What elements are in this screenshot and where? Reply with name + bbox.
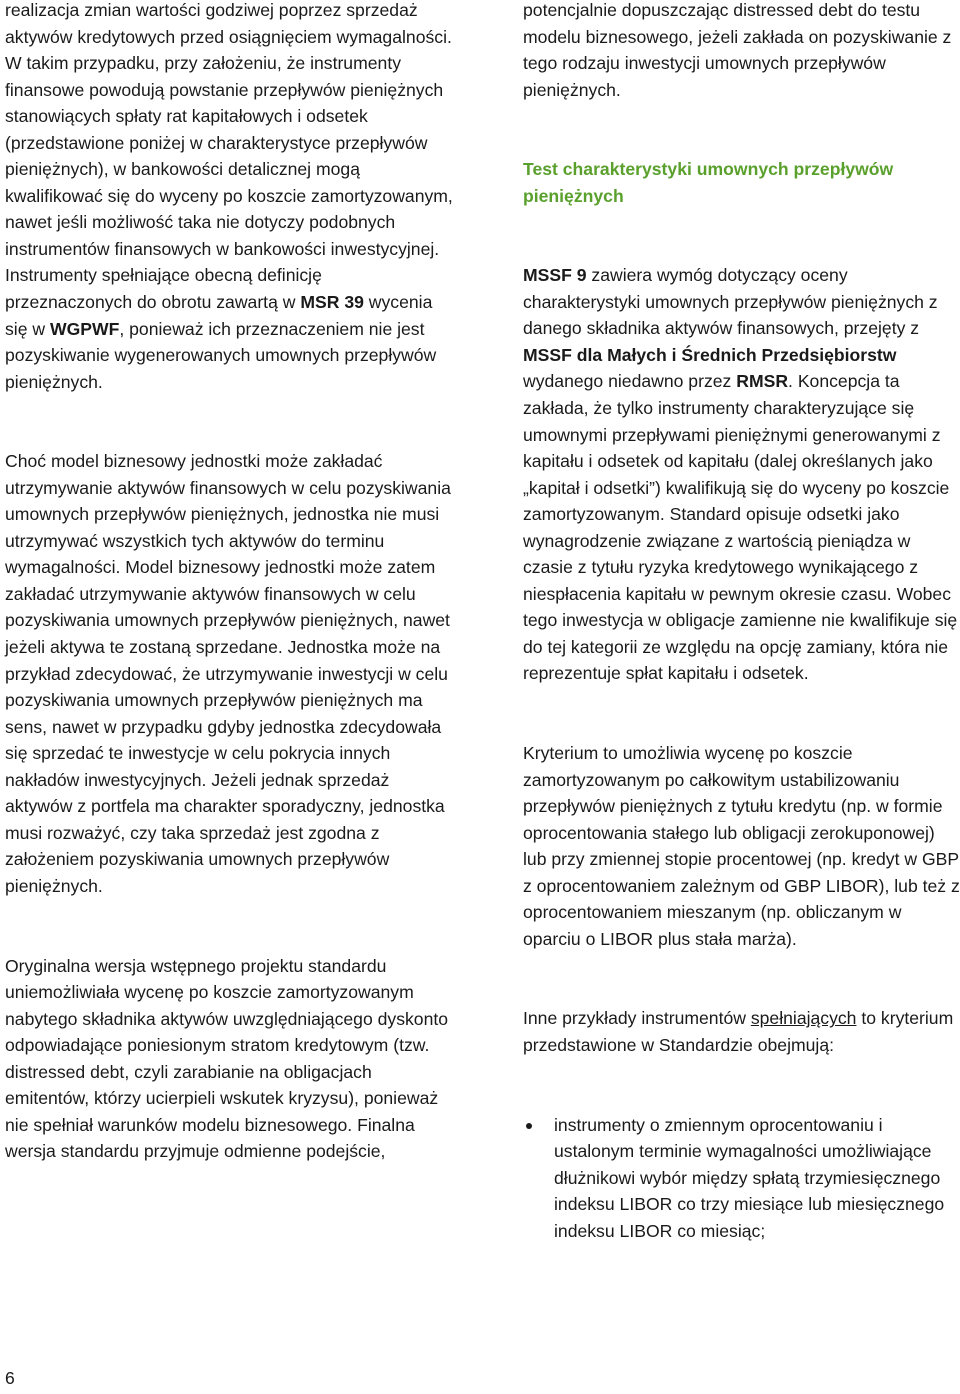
bullet-list bbox=[523, 1112, 960, 1245]
left-column bbox=[5, 0, 453, 1165]
paragraph: realizacja zmian wartości godziwej poprzez sprzedaż aktywów kredytowych przed osiągnięciem wymagalności. W takim przypadku, przy założeniu, że instrumenty finansowe powodują powstanie przepływów pieniężnych stanowiących spłaty rat kapitałowych i odsetek (przedstawione poniżej w charakterystyce przepływów pieniężnych), w bankowości detalicznej mogą kwalifikować się do wyceny po koszcie zamortyzowanym, nawet jeśli możliwość taka nie dotyczy podobnych instrumentów finansowych w bankowości inwestycyjnej. Instrumenty spełniające obecną definicję przeznaczonych do obrotu zawartą w MSR 39 wycenia się w WGPWF, ponieważ ich przeznaczeniem nie jest pozyskiwanie wygenerowanych umownych przepływów pieniężnych. bbox=[5, 0, 453, 392]
paragraph: MSSF 9 zawiera wymóg dotyczący oceny charakterystyki umownych przepływów pieniężnych z danego składnika aktywów finansowych, przejęty z MSSF dla Małych i Średnich Przedsiębiorstw wydanego niedawno przez RMSR. Koncepcja ta zakłada, że tylko instrumenty charakteryzujące się umownymi przepływami pieniężnymi generowanymi z kapitału i odsetek od kapitału (dalej określanych jako „kapitał i odsetki”) kwalifikują się do wyceny po koszcie zamortyzowanym. Standard opisuje odsetki jako wynagrodzenie związane z wartością pieniądza w czasie z tytułu ryzyka kredytowego wynikającego z niespłacenia kapitału w pewnym okresie czasu. Wobec tego inwestycja w obligacje zamienne nie kwalifikuje się do tej kategorii ze względu na opcję zamiany, która nie reprezentuje spłat kapitału i odsetek. bbox=[523, 265, 958, 684]
paragraph: Inne przykłady instrumentów spełniających to kryterium przedstawione w Standardzie obejmują: bbox=[523, 1008, 954, 1055]
section-heading: Test charakterystyki umownych przepływów pieniężnych bbox=[523, 159, 894, 206]
paragraph: Kryterium to umożliwia wycenę po koszcie zamortyzowanym po całkowitym ustabilizowaniu przepływów pieniężnych z tytułu kredytu (np. w formie oprocentowania stałego lub obligacji zerokuponowej) lub przy zmiennej stopie procentowej (np. kredyt w GBP z oprocentowaniem zależnym od GBP LIBOR), lub też z oprocentowaniem mieszanym (np. obliczanym w oparciu o LIBOR plus stała marża). bbox=[523, 743, 960, 949]
paragraph: Choć model biznesowy jednostki może zakładać utrzymywanie aktywów finansowych w celu pozyskiwania umownych przepływów pieniężnych, jednostka nie musi utrzymywać wszystkich tych aktywów do terminu wymagalności. Model biznesowy jednostki może zatem zakładać utrzymywanie aktywów finansowych w celu pozyskiwania umownych przepływów pieniężnych, nawet jeżeli aktywa te zostaną sprzedane. Jednostka może na przykład zdecydować, że utrzymywanie inwestycji w celu pozyskiwania umownych przepływów pieniężnych ma sens, nawet w przypadku gdyby jednostka zdecydowała się sprzedać te inwestycje w celu pokrycia innych nakładów inwestycyjnych. Jeżeli jednak sprzedaż aktywów z portfela ma charakter sporadyczny, jednostka musi rozważyć, czy taka sprzedaż jest zgodna z założeniem pozyskiwania umownych przepływów pieniężnych. bbox=[5, 451, 451, 896]
list-item: instrumenty o zmiennym oprocentowaniu i ustalonym terminie wymagalności umożliwiające dłużnikowi wybór między spłatą trzymiesięcznego indeksu LIBOR co trzy miesiące lub miesięcznego indeksu LIBOR co miesiąc; bbox=[523, 1112, 960, 1245]
bullet-icon bbox=[526, 1123, 532, 1129]
paragraph: Oryginalna wersja wstępnego projektu standardu uniemożliwiała wycenę po koszcie zamortyzowanym nabytego składnika aktywów uwzględniającego dyskonto odpowiadające poniesionym stratom kredytowym (tzw. distressed debt, czyli zarabianie na obligacjach emitentów, którzy ucierpieli wskutek kryzysu), ponieważ nie spełniał warunków modelu biznesowego. Finalna wersja standardu przyjmuje odmienne podejście, bbox=[5, 955, 449, 1162]
paragraph: potencjalnie dopuszczając distressed debt do testu modelu biznesowego, jeżeli zakłada on pozyskiwanie z tego rodzaju inwestycji umownych przepływów pieniężnych. bbox=[523, 0, 952, 100]
page-number: 6 bbox=[5, 1368, 15, 1388]
right-column bbox=[523, 0, 960, 1244]
